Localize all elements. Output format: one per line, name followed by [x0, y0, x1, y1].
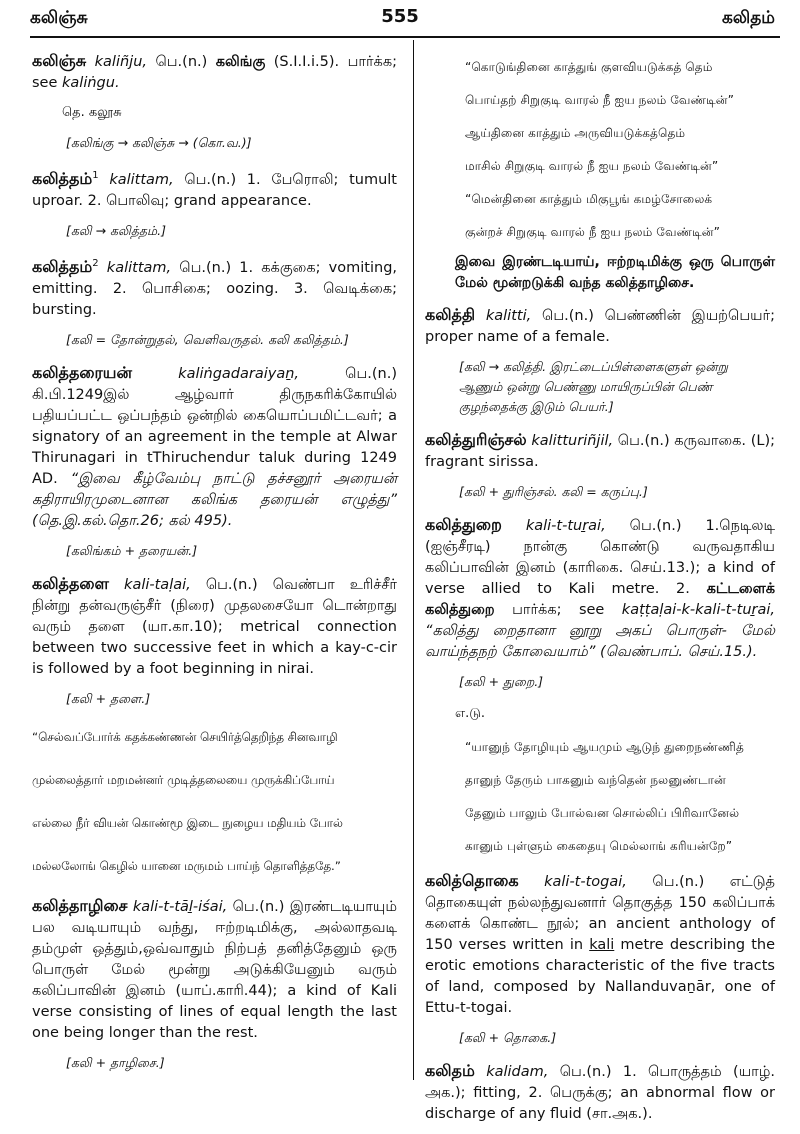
- etymology: [கலிங்கம் + தரையன்.]: [66, 542, 198, 558]
- page-number: 555: [381, 6, 419, 27]
- definition: பெ.(n.) இரண்டடியாயும் பல வடியாயும் வந்து, ஈற்றடிமிக்கு, அல்லாதவடி தம்முள் ஒத்தும்,ஒவ்வாதும் நிற்பத் தனித்தேனும் ஒரு பொருள் மேல் மூன்று அடுக்கியேனும் வரும் கலிப்பாவின் இனம் (யாப்.காரி.44); a kind of Kali verse consisting of lines of equal length the last one being longer than the rest.: [32, 898, 397, 1041]
- entry-kalitti: [425, 304, 775, 348]
- headword: கலித்தரையன்: [32, 362, 133, 382]
- transliteration: kalidam,: [486, 1064, 549, 1080]
- etymology: [கலி + துறை.]: [459, 674, 544, 689]
- entry-kalittaraiyan: [32, 362, 397, 532]
- etymology: [கலி → கலித்தம்.]: [66, 222, 166, 238]
- headword: கலிதம்: [425, 1061, 475, 1080]
- example-poem: [465, 734, 775, 860]
- definition-cont: (S.I.I.i.5). பார்க்க; see: [32, 54, 397, 91]
- poem-line: தானுந் தேரும் பாகனும் வந்தென் நலனுண்டான்: [465, 773, 726, 787]
- poem-line: கானும் புள்ளும் கைதையு மெல்லாங் கரியன்றே”: [465, 839, 733, 853]
- quotation: “இவை கீழ்வேம்பு நாட்டு தச்சனூர் அரையன் கதிராயிரமுடைனான கலிங்க தரையன் எழுத்து” (தெ.இ.கல்.தொ.26; கல் 495).: [32, 470, 397, 529]
- quotation: “கலித்து றைதானா னூறு அகப் பொருள்- மேல் வாய்ந்தநற் கோவையாம்” (வெண்பாப். செய்.15.).: [425, 623, 775, 660]
- headword: கலித்தளை: [32, 573, 109, 593]
- poem-line: ஆய்தினை காத்தும் அருவியடுக்கத்தெம்: [465, 126, 686, 140]
- definition: பெ.(n.) 1.நெடிலடி (ஐஞ்சீரடி) நான்கு கொண்டு வருவதாகிய கலிப்பாவின் இனம் (காரிகை. செய்.13.); a kind of verse allied to Kali metre. 2.: [425, 518, 775, 597]
- transliteration: kalitturiñjil,: [531, 433, 614, 449]
- definition: பெ.(n.): [147, 54, 216, 70]
- header-left-guide-word: கலிஞ்சு: [30, 8, 88, 28]
- headword: கலித்தாழிசை: [32, 895, 128, 915]
- entry-kalittam-1: [32, 165, 397, 212]
- entry-kalittam-2: [32, 253, 397, 321]
- example-label: எ.டு.: [455, 706, 486, 721]
- left-column: [32, 50, 397, 1085]
- headword: கலித்துரிஞ்சல்: [425, 430, 527, 449]
- etymology: [கலிங்கு → கலிஞ்சு → (கொ.வ.)]: [66, 135, 252, 150]
- entry-kalidam: [425, 1060, 775, 1125]
- cognate-note: தெ. கலூசு: [62, 105, 122, 120]
- definition: பெ.(n.) கி.பி.1249இல் ஆழ்வார் திருநகரிக்கோயில் பதியப்பட்ட ஒப்பந்தம் ஒன்றில் கையொப்பமிட்டவர்; a signatory of an agreement in the temple at Alwar Thirunagari in tThiruchendur taluk during 1249 AD.: [32, 365, 397, 487]
- transliteration: kalitti,: [485, 308, 532, 324]
- transliteration: kali-t-togai,: [544, 874, 627, 890]
- headword: கலித்தொகை: [425, 871, 519, 890]
- entry-kalittalai: [32, 573, 397, 680]
- etymology: [கலி + தளை.]: [66, 690, 151, 706]
- transliteration: kali-t-tuṟai,: [525, 518, 606, 534]
- poem-line: முல்லைத்தார் மறமன்னர் முடித்தலையை முருக்கிப்போய்: [32, 772, 335, 787]
- example-poem: [465, 54, 775, 246]
- homonym-number: 1: [92, 170, 99, 181]
- poem-line: மாசில் சிறுகுடி வாரல் நீ ஐய நலம் வேண்டின்”: [465, 159, 719, 173]
- cross-reference: கட்டளைக் கலித்துறை: [425, 581, 775, 618]
- transliteration: kali-taḷai,: [124, 576, 191, 593]
- poem-line: மல்லலோங் கெழில் யானை மருமம் பாய்ந் தொளித்ததே.”: [32, 858, 341, 873]
- poem-line: “செல்வப்போர்க் கதக்கண்ணன் செயிர்த்தெறிந்த சினவாழி: [32, 729, 338, 744]
- transliteration: kali-t-tāḻ-iśai,: [132, 898, 228, 915]
- poem-line: பொய்தற் சிறுகுடி வாரல் நீ ஐய நலம் வேண்டின்”: [465, 93, 734, 107]
- cross-reference-translit: kaliṅgu.: [62, 75, 120, 91]
- definition-cont: metre describing the erotic emotions characteristic of the five tracts of land, composed by Nallanduvaṉār, one of Ettu-t-togai.: [425, 937, 776, 1016]
- etymology: [கலி + தொகை.]: [459, 1030, 557, 1045]
- transliteration: kalittam,: [106, 259, 172, 276]
- entry-kalitturai: [425, 514, 775, 663]
- definition-cont: பார்க்க; see: [494, 602, 622, 618]
- definition: பெ.(n.) கருவாகை. (L); fragrant sirissa.: [425, 433, 775, 470]
- poem-line: எல்லை நீர் வியன் கொண்மூ இடை நுழைய மதியம் போல்: [32, 815, 343, 830]
- etymology: [கலி → கலித்தி. இரட்டைப்பிள்ளைகளுள் ஒன்று ஆணும் ஒன்று பெண்ணு மாயிருப்பின் பெண் குழந்தைக்கு இடும் பெயர்.]: [459, 359, 728, 414]
- definition: பெ.(n.) 1. பொருத்தம் (யாழ். அக.); fitting, 2. பெருக்கு; an abnormal flow or discharge of any fluid (சா.அக.).: [425, 1064, 775, 1122]
- entry-kalittalisai: [32, 895, 397, 1044]
- poem-line: “யானுந் தோழியும் ஆயமும் ஆடுந் துறைநண்ணித்: [465, 740, 744, 754]
- poem-line: “மென்தினை காத்தும் மிகுபூங் கமழ்சோலைக்: [465, 192, 713, 206]
- poem-note: இவை இரண்டடியாய், ஈற்றடிமிக்கு ஒரு பொருள் மேல் மூன்றடுக்கி வந்த கலித்தாழிசை.: [455, 254, 775, 291]
- entry-kalittogai: [425, 870, 775, 1019]
- headword: கலிஞ்சு: [32, 51, 87, 70]
- headword: கலித்தம்: [32, 168, 93, 188]
- poem-line: குன்றச் சிறுகுடி வாரல் நீ ஐய நலம் வேண்டின்”: [465, 225, 720, 239]
- transliteration: kalittam,: [109, 171, 174, 188]
- header-rule: [30, 36, 780, 38]
- example-poem: [32, 723, 397, 881]
- page-header: [0, 6, 800, 36]
- right-column: [425, 50, 775, 1134]
- etymology: [கலி = தோன்றுதல், வெளிவருதல். கலி கலித்தம்.]: [66, 331, 349, 347]
- etymology: [கலி + தாழிசை.]: [66, 1054, 165, 1070]
- definition: பெ.(n.) 1. கக்குகை; vomiting, emitting. 2. பொசிகை; oozing. 3. வெடிக்கை; bursting.: [32, 259, 398, 318]
- etymology: [கலி + துரிஞ்சல். கலி = கருப்பு.]: [459, 484, 648, 499]
- headword: கலித்தம்: [32, 256, 93, 276]
- column-divider: [413, 40, 414, 1080]
- transliteration: kaliṅgadaraiyaṉ,: [178, 365, 300, 382]
- poem-line: “கொடுங்தினை காத்துங் குளவியடுக்கத் தெம்: [465, 60, 713, 74]
- cross-reference: கலிங்கு: [215, 54, 266, 70]
- entry-kalitturinjal: [425, 429, 775, 473]
- underlined-term: kali: [589, 937, 615, 953]
- definition: பெ.(n.) வெண்பா உரிச்சீர் நின்று தன்வருஞ்சீர் (நிரை) முதலசையோ டொன்றாது வரும் தளை (யா.கா.10); metrical connection between two successive feet in which a kay-c-cir is followed by a foot beginning in nirai.: [32, 576, 397, 677]
- cross-reference-translit: kaṭṭaḷai-k-kali-t-tuṟai,: [621, 602, 775, 618]
- poem-line: தேனும் பாலும் போல்வன சொல்லிப் பிரிவானேல்: [465, 806, 740, 820]
- homonym-number: 2: [92, 257, 99, 269]
- headword: கலித்தி: [425, 305, 476, 324]
- transliteration: kaliñju,: [94, 54, 147, 70]
- entry-kalinju: [32, 50, 397, 94]
- definition: பெ.(n.) பெண்ணின் இயற்பெயர்; proper name of a female.: [425, 308, 775, 345]
- headword: கலித்துறை: [425, 515, 502, 534]
- header-right-guide-word: கலிதம்: [722, 8, 775, 28]
- definition: பெ.(n.) எட்டுத் தொகையுள் நல்லந்துவனார் தொகுத்த 150 கலிப்பாக் களைக் கொண்ட நூல்; an ancient anthology of 150 verses written in: [425, 874, 776, 953]
- definition: பெ.(n.) 1. பேரொலி; tumult uproar. 2. பொலிவு; grand appearance.: [32, 171, 397, 209]
